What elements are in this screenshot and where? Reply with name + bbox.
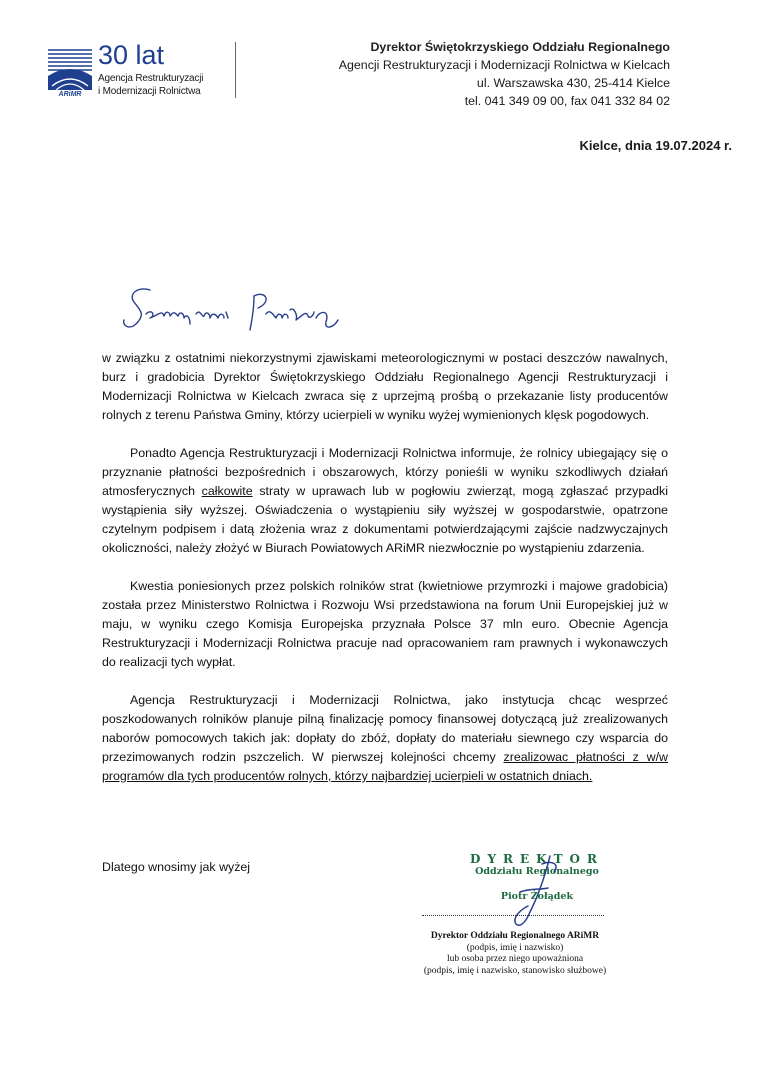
paragraph-1-text: w związku z ostatnimi niekorzystnymi zjawiskami meteorologicznymi w postaci deszczów nawalnych, burz i gradobicia Dyrektor Świętokrzyskiego Oddziału Regionalnego Agencji Restrukturyzacji i Modernizacji Rolnictwa w Kielcach zwraca się z uprzejmą prośbą o przekazanie listy producentów rolnych z terenu Państwa Gminy, którzy ucierpieli w wyniku wyżej wymienionych klęsk pogodowych. — [102, 351, 668, 422]
signature-caption-line-2: (podpis, imię i nazwisko) — [466, 942, 564, 953]
closing-line: Dlatego wnosimy jak wyżej — [102, 860, 251, 874]
arimr-logo — [48, 40, 218, 100]
paragraph-1 — [102, 349, 668, 425]
paragraph-4-underlined: zrealizowac płatności z w/w programów dla tych producentów rolnych, którzy najbardziej ucierpieli w ostatnich dniach. — [102, 750, 668, 783]
signature-caption — [410, 931, 620, 977]
signature-caption-line-4: (podpis, imię i nazwisko, stanowisko służbowe) — [423, 965, 607, 976]
sender-address-block — [339, 38, 670, 110]
paragraph-4-text-a: Agencja Restrukturyzacji i Modernizacji Rolnictwa, jako instytucja chcąc wesprzeć poszkodowanych rolników planuje pilną finalizację pomocy finansowej dotyczącą już zrealizowanych naborów pomocowych takich jak: dopłaty do zbóż, dopłaty do materiału siewnego czy wsparcia do przezimowanych rodzin pszczelich. W pierwszej kolejności chcemy — [102, 693, 668, 764]
stamp-name: Piotr Żołądek — [500, 891, 574, 902]
sender-street: ul. Warszawska 430, 25-414 Kielce — [476, 76, 670, 90]
logo-line-1: Agencja Restrukturyzacji — [98, 73, 204, 84]
logo-years: 30 lat — [98, 40, 165, 70]
place-date: Kielce, dnia 19.07.2024 r. — [579, 138, 732, 153]
signature-caption-line-3: lub osoba przez niego upoważniona — [446, 954, 584, 964]
stamp-office: Oddziału Regionalnego — [475, 866, 599, 877]
handwritten-salutation — [120, 280, 380, 340]
stamp-title: DYREKTOR — [470, 852, 604, 866]
paragraph-2-text-b: straty w uprawach lub w pogłowiu zwierząt, mogą zgłaszać przypadki wystąpienia siły wyższej. Oświadczenia o wystąpieniu siły wyższej w gospodarstwie, opatrzone czytelnym podpisem i datą złożenia wraz z dokumentami potwierdzającymi zajście nadzwyczajnych okoliczności, należy złożyć w Biurach Powiatowych ARiMR niezwłocznie po wystąpieniu zdarzenia. — [102, 484, 668, 555]
logo-line-2: i Modernizacji Rolnictwa — [98, 86, 201, 97]
paragraph-2-text-a: Ponadto Agencja Restrukturyzacji i Modernizacji Rolnictwa informuje, że rolnicy ubiegający się o przyznanie płatności bezpośrednich i obszarowych, którzy ponieśli w wyniku szkodliwych działań atmosferycznych — [102, 446, 668, 498]
sender-office: Agencji Restrukturyzacji i Modernizacji Rolnictwa w Kielcach — [338, 58, 670, 72]
handwritten-signature — [490, 852, 580, 932]
arimr-emblem-icon — [48, 46, 92, 90]
paragraph-3 — [102, 577, 668, 672]
logo-mark-text: ARiMR — [58, 91, 82, 98]
paragraph-4 — [102, 691, 668, 786]
paragraph-2-underlined: całkowite — [201, 484, 253, 498]
signature-line — [422, 915, 604, 916]
sender-phone: tel. 041 349 09 00, fax 041 332 84 02 — [464, 94, 670, 108]
signature-caption-title: Dyrektor Oddziału Regionalnego ARiMR — [430, 931, 600, 941]
letter-body — [102, 349, 668, 805]
paragraph-3-text: Kwestia poniesionych przez polskich rolników strat (kwietniowe przymrozki i majowe gradobicia) została przez Ministerstwo Rolnictwa i Rozwoju Wsi przedstawiona na forum Unii Europejskiej już w maju, w wyniku czego Komisja Europejska przyznała Polsce 37 mln euro. Obecnie Agencja Restrukturyzacji i Modernizacji Rolnictwa pracuje nad opracowaniem ram prawnych i wykonawczych do realizacji tych wypłat. — [102, 579, 668, 669]
paragraph-2 — [102, 444, 668, 558]
header-divider — [235, 42, 236, 98]
sender-title: Dyrektor Świętokrzyskiego Oddziału Regionalnego — [370, 40, 670, 54]
